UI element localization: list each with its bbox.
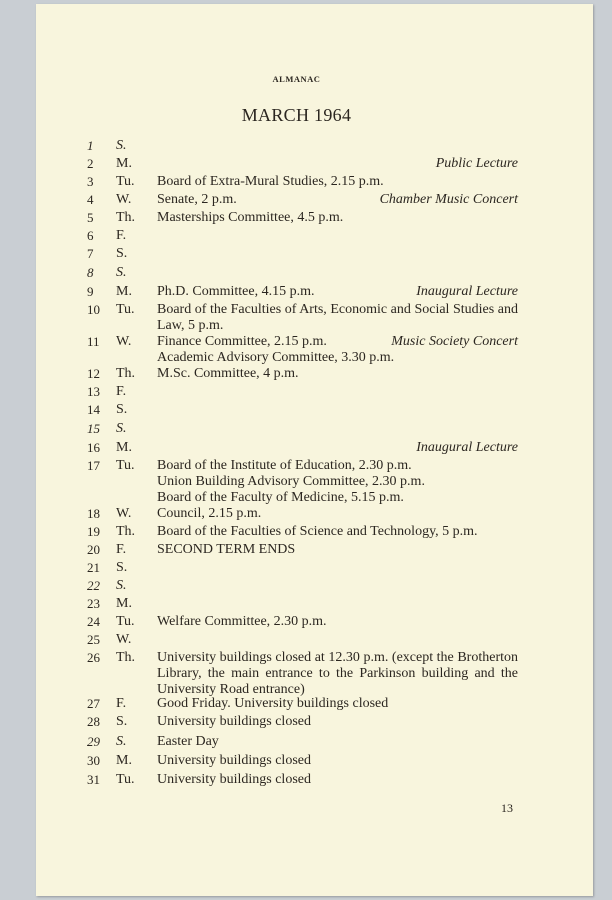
day-number: 13: [87, 384, 100, 399]
weekday-abbrev: F.: [116, 228, 127, 243]
day-number: 12: [87, 366, 100, 381]
weekday-abbrev: Tu.: [116, 458, 135, 473]
running-head: ALMANAC: [272, 74, 321, 84]
page-number: 13: [501, 801, 513, 815]
day-events: [157, 614, 518, 630]
weekday-abbrev: M.: [116, 440, 132, 455]
public-event-note: Chamber Music Concert: [379, 192, 518, 207]
event-entry: University buildings closed: [157, 714, 311, 729]
day-events: [157, 650, 518, 698]
weekday-abbrev: M.: [116, 156, 132, 171]
day-number: 21: [87, 560, 100, 575]
event-entry: Board of Extra-Mural Studies, 2.15 p.m.: [157, 174, 384, 189]
day-events: [157, 366, 518, 382]
day-number: 25: [87, 632, 100, 647]
day-number: 19: [87, 524, 100, 539]
weekday-abbrev: Tu.: [116, 772, 135, 787]
weekday-abbrev: S.: [116, 138, 127, 153]
weekday-abbrev: F.: [116, 384, 127, 399]
weekday-abbrev: W.: [116, 632, 132, 647]
event-entry: University buildings closed at 12.30 p.m. (except the Brotherton Library, the main entrance to the Parkinson building and the University Road entrance): [157, 650, 518, 697]
day-events: [157, 506, 518, 522]
weekday-abbrev: M.: [116, 596, 132, 611]
event-entry: Board of the Faculties of Arts, Economic and Social Studies and Law, 5 p.m.: [157, 302, 518, 333]
weekday-abbrev: W.: [116, 334, 132, 349]
weekday-abbrev: S.: [116, 421, 127, 436]
day-number: 4: [87, 192, 94, 207]
weekday-abbrev: S.: [116, 265, 127, 280]
event-entry: Board of the Faculty of Medicine, 5.15 p.m.: [157, 490, 404, 505]
day-number: 6: [87, 228, 94, 243]
weekday-abbrev: S.: [116, 246, 128, 261]
day-number: 24: [87, 614, 100, 629]
day-events: [157, 734, 518, 750]
day-number: 1: [87, 138, 94, 153]
weekday-abbrev: Tu.: [116, 174, 135, 189]
public-event-note: Inaugural Lecture: [416, 440, 518, 455]
public-event-note: Inaugural Lecture: [416, 284, 518, 299]
weekday-abbrev: W.: [116, 506, 132, 521]
day-number: 11: [87, 334, 100, 349]
month-title: MARCH 1964: [241, 105, 352, 125]
weekday-abbrev: Tu.: [116, 614, 135, 629]
day-number: 9: [87, 284, 94, 299]
weekday-abbrev: S.: [116, 714, 128, 729]
day-number: 23: [87, 596, 100, 611]
event-entry: Council, 2.15 p.m.: [157, 506, 262, 521]
event-entry: Senate, 2 p.m.: [157, 192, 237, 207]
day-number: 17: [87, 458, 100, 473]
day-number: 31: [87, 772, 100, 787]
day-events: [157, 696, 518, 712]
event-entry: M.Sc. Committee, 4 p.m.: [157, 366, 299, 381]
weekday-abbrev: M.: [116, 753, 132, 768]
day-number: 30: [87, 753, 100, 768]
event-entry: Finance Committee, 2.15 p.m.: [157, 334, 327, 349]
day-number: 20: [87, 542, 100, 557]
day-number: 7: [87, 246, 94, 261]
event-entry: Board of the Faculties of Science and Technology, 5 p.m.: [157, 524, 478, 539]
day-events: [157, 458, 518, 506]
weekday-abbrev: S.: [116, 560, 128, 575]
event-entry: University buildings closed: [157, 772, 311, 787]
event-entry: Academic Advisory Committee, 3.30 p.m.: [157, 350, 395, 365]
event-entry: Masterships Committee, 4.5 p.m.: [157, 210, 344, 225]
event-entry: Welfare Committee, 2.30 p.m.: [157, 614, 327, 629]
event-entry: Ph.D. Committee, 4.15 p.m.: [157, 284, 315, 299]
weekday-abbrev: S.: [116, 734, 127, 749]
day-events: [157, 542, 518, 558]
day-events: [157, 524, 518, 540]
day-number: 22: [87, 578, 100, 593]
event-entry: Good Friday. University buildings closed: [157, 696, 389, 711]
day-number: 29: [87, 734, 100, 749]
day-events: [157, 753, 518, 769]
event-entry: University buildings closed: [157, 753, 311, 768]
weekday-abbrev: Th.: [116, 210, 136, 225]
weekday-abbrev: W.: [116, 192, 132, 207]
event-entry: SECOND TERM ENDS: [157, 542, 296, 557]
event-entry: Union Building Advisory Committee, 2.30 p.m.: [157, 474, 425, 489]
weekday-abbrev: Th.: [116, 366, 136, 381]
day-number: 16: [87, 440, 100, 455]
almanac-page: [36, 4, 593, 896]
weekday-abbrev: Th.: [116, 524, 136, 539]
day-events: [157, 210, 518, 226]
day-number: 2: [87, 156, 94, 171]
event-entry: Board of the Institute of Education, 2.30 p.m.: [157, 458, 412, 473]
weekday-abbrev: S.: [116, 578, 127, 593]
day-events: [157, 174, 518, 190]
public-event-note: Music Society Concert: [391, 334, 518, 349]
day-events: [157, 714, 518, 730]
day-number: 27: [87, 696, 100, 711]
day-number: 14: [87, 402, 100, 417]
weekday-abbrev: F.: [116, 542, 127, 557]
weekday-abbrev: F.: [116, 696, 127, 711]
day-number: 28: [87, 714, 100, 729]
day-number: 15: [87, 421, 100, 436]
event-entry: Easter Day: [157, 734, 219, 749]
day-number: 18: [87, 506, 100, 521]
weekday-abbrev: Th.: [116, 650, 136, 665]
day-events: [157, 772, 518, 788]
weekday-abbrev: Tu.: [116, 302, 135, 317]
day-number: 10: [87, 302, 100, 317]
weekday-abbrev: S.: [116, 402, 128, 417]
day-number: 3: [87, 174, 94, 189]
public-event-note: Public Lecture: [435, 156, 518, 171]
day-number: 5: [87, 210, 94, 225]
day-number: 26: [87, 650, 100, 665]
weekday-abbrev: M.: [116, 284, 132, 299]
day-events: [157, 302, 518, 334]
day-number: 8: [87, 265, 94, 280]
